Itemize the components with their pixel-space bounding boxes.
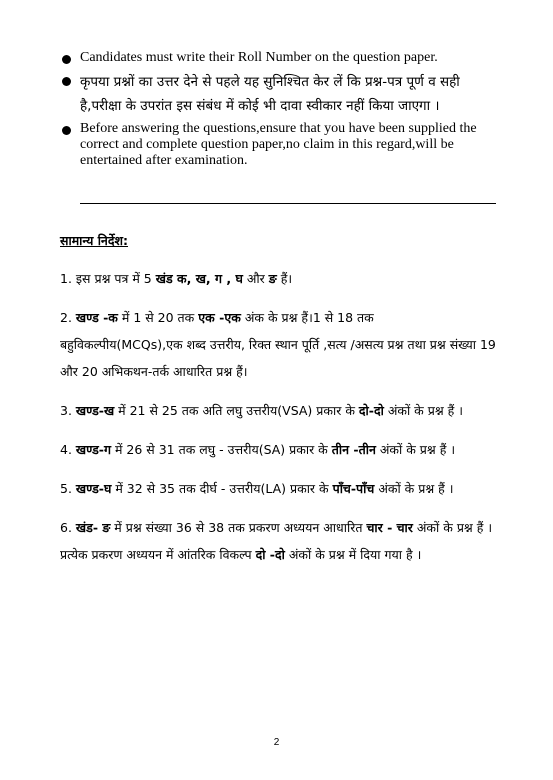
instruction-paragraph (60, 514, 500, 568)
bullet-item (58, 121, 498, 169)
bold-text: खण्ड-ग (75, 442, 111, 457)
bold-text: दो -दो (255, 547, 285, 562)
text: अंकों के प्रश्न हैं । प्रत्येक प्रकरण अध्ययन में आंतरिक विकल्प (60, 520, 493, 562)
instruction-paragraph (60, 304, 500, 385)
section-heading: सामान्य निर्देश: (60, 233, 129, 248)
text: अंकों के प्रश्न में दिया गया है । (284, 547, 422, 562)
text: 3. (60, 403, 76, 418)
instruction-paragraph (60, 436, 500, 463)
bold-text: एक -एक (198, 310, 241, 325)
instruction-paragraph (60, 397, 500, 424)
instruction-paragraph (60, 475, 500, 502)
text: अंकों के प्रश्न हैं । (375, 442, 456, 457)
text: 2. (60, 310, 76, 325)
text: 6. (60, 520, 76, 535)
bullet-icon (62, 55, 71, 64)
bold-text: खंड क, ख, ग , घ (155, 271, 243, 286)
bullet-text: कृपया प्रश्नों का उत्तर देने से पहले यह सुनिश्चित केर लें कि प्रश्न-पत्र पूर्ण व सही है,परीक्षा के उपरांत इस संबंध में कोई भी दावा स्वीकार नहीं किया जाएगा । (80, 74, 460, 114)
bold-text: खण्ड-ख (75, 403, 115, 418)
text: 5. (60, 481, 76, 496)
text: अंक के प्रश्न हैं।1 से 18 तक बहुविकल्पीय(MCQs),एक शब्द उत्तरीय, रिक्त स्थान पूर्ति ,सत्य /असत्य प्रश्न तथा प्रश्न संख्या 19 और 20 अभिकथन-तर्क आधारित प्रश्न हैं। (60, 310, 496, 379)
bold-text: खंड- ङ (75, 520, 111, 535)
text: में 32 से 35 तक दीर्घ - उत्तरीय(LA) प्रकार के (111, 481, 333, 496)
text: में 26 से 31 तक लघु - उत्तरीय(SA) प्रकार के (110, 442, 332, 457)
text: हैं। (276, 271, 293, 286)
divider (80, 203, 496, 204)
page-number: 2 (273, 737, 280, 748)
text: अंकों के प्रश्न हैं । (383, 403, 464, 418)
text: अंकों के प्रश्न हैं । (374, 481, 454, 496)
bold-text: तीन -तीन (331, 442, 376, 457)
text: में प्रश्न संख्या 36 से 38 तक प्रकरण अध्ययन आधारित (110, 520, 367, 535)
bold-text: दो-दो (358, 403, 384, 418)
bullet-text: Before answering the questions,ensure that you have been supplied the correct and complete question paper,no claim in this regard,will be entertained after examination. (80, 121, 477, 168)
bullet-icon (62, 126, 71, 135)
text: और (242, 271, 269, 286)
text: में 21 से 25 तक अति लघु उत्तरीय(VSA) प्रकार के (114, 403, 359, 418)
bold-text: खण्ड -क (75, 310, 118, 325)
instructions-section (60, 232, 500, 580)
bold-text: ङ (268, 271, 277, 286)
bold-text: चार - चार (366, 520, 413, 535)
bullet-item (58, 50, 498, 66)
bullet-item (58, 70, 498, 118)
text: में 1 से 20 तक (117, 310, 199, 325)
text: 4. (60, 442, 76, 457)
bold-text: पाँच-पाँच (332, 481, 375, 496)
general-notes-list (58, 50, 498, 169)
instruction-paragraph (60, 265, 500, 292)
text: 1. इस प्रश्न पत्र में 5 (60, 271, 156, 286)
bold-text: खण्ड-घ (75, 481, 112, 496)
bullet-text: Candidates must write their Roll Number on the question paper. (80, 50, 438, 65)
bullet-icon (62, 77, 71, 86)
